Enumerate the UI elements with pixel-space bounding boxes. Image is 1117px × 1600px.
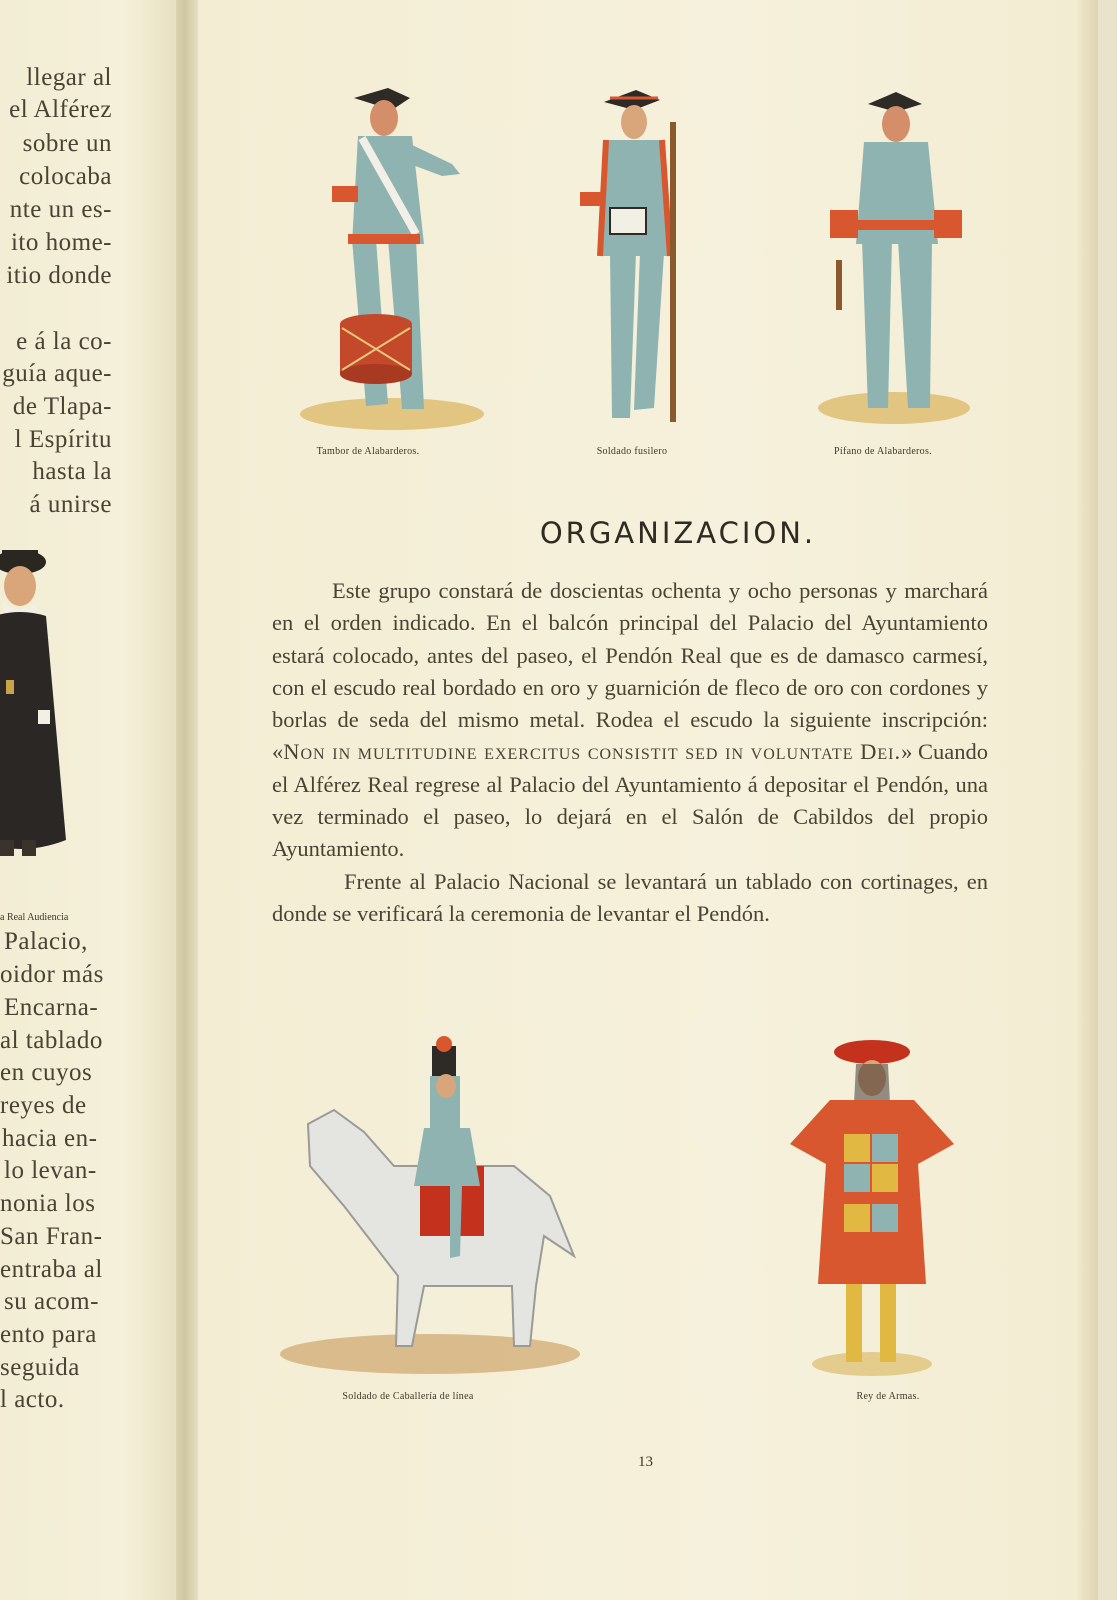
- left-text-line: de Tlapa-: [12, 393, 112, 420]
- figure-caption: Soldado fusilero: [596, 446, 668, 457]
- king-of-arms-illustration: [786, 1034, 956, 1382]
- cavalry-soldier-illustration: [274, 1036, 586, 1376]
- book-gutter: [176, 0, 198, 1600]
- section-heading: ORGANIZACION.: [539, 516, 817, 550]
- drummer-halberdier-illustration: [292, 84, 492, 434]
- figure-caption: Tambor de Alabarderos.: [316, 446, 420, 457]
- left-text-line: entraba al: [0, 1256, 103, 1283]
- left-text-line: hacia en-: [2, 1125, 98, 1152]
- left-text-line: reyes de: [0, 1092, 87, 1119]
- left-text-line: l acto.: [0, 1386, 65, 1413]
- left-text-line: sobre un: [22, 130, 112, 157]
- left-figure-caption: a Real Audiencia: [0, 912, 69, 923]
- left-text-line: en cuyos: [0, 1059, 93, 1086]
- page-number: 13: [638, 1454, 653, 1470]
- left-text-line: nonia los: [0, 1190, 96, 1217]
- fife-halberdier-illustration: [814, 90, 974, 426]
- body-text: [272, 575, 988, 930]
- left-text-line: l Espíritu: [14, 426, 112, 453]
- page-edge: [1078, 0, 1098, 1600]
- fusilier-soldier-illustration: [550, 88, 720, 428]
- paragraph: [272, 575, 988, 866]
- left-text-line: lo levan-: [4, 1157, 97, 1184]
- paragraph-text: » Cuando el Alférez Real regrese al Palacio del Ayuntamiento á depositar el Pendón, una vez terminado el paseo, lo dejará en el Salón de Cabildos del propio Ayuntamiento.: [272, 739, 988, 862]
- left-text-line: el Alférez: [9, 96, 112, 123]
- paragraph-text: Este grupo constará de doscientas ochenta y ocho personas y marchará en el orden indicado. En el balcón principal del Palacio del Ayuntamiento estará colocado, antes del paseo, el Pendón Real que es de damasco carmesí, con el escudo real bordado en oro y guarnición de fleco de oro con cordones y borlas de seda del mismo metal. Rodea el escudo la siguiente inscripción: «: [272, 578, 988, 765]
- figure-caption: Pífano de Alabarderos.: [834, 446, 932, 457]
- figure-caption: Rey de Armas.: [856, 1391, 920, 1402]
- magistrate-figure-illustration: [0, 540, 90, 880]
- left-text-line: Encarna-: [4, 994, 99, 1021]
- left-text-line: á unirse: [29, 491, 112, 518]
- right-page: [198, 0, 1098, 1600]
- latin-inscription: Non in multitudine exercitus consistit sed in voluntate Dei.: [283, 739, 902, 765]
- left-text-line: e á la co-: [16, 328, 112, 355]
- left-text-line: guía aque-: [2, 360, 112, 387]
- left-text-line: su acom-: [4, 1288, 99, 1315]
- left-text-line: itio donde: [6, 262, 112, 289]
- left-text-line: nte un es-: [9, 196, 112, 223]
- left-text-line: San Fran-: [0, 1223, 103, 1250]
- left-text-line: hasta la: [32, 458, 112, 485]
- left-text-line: ento para: [0, 1321, 97, 1348]
- figure-caption: Soldado de Caballería de línea: [342, 1391, 474, 1402]
- left-text-line: Palacio,: [4, 928, 88, 955]
- paragraph: Frente al Palacio Nacional se levantará un tablado con cortinages, en donde se verificará la ceremonia de levantar el Pendón.: [272, 868, 988, 926]
- left-text-line: ito home-: [10, 229, 112, 256]
- left-page-fragment: [0, 0, 178, 1600]
- left-text-line: llegar al: [26, 64, 112, 91]
- left-text-line: al tablado: [0, 1027, 103, 1054]
- left-text-line: colocaba: [19, 163, 112, 190]
- left-text-line: seguida: [0, 1354, 80, 1381]
- left-text-line: oidor más: [0, 961, 104, 988]
